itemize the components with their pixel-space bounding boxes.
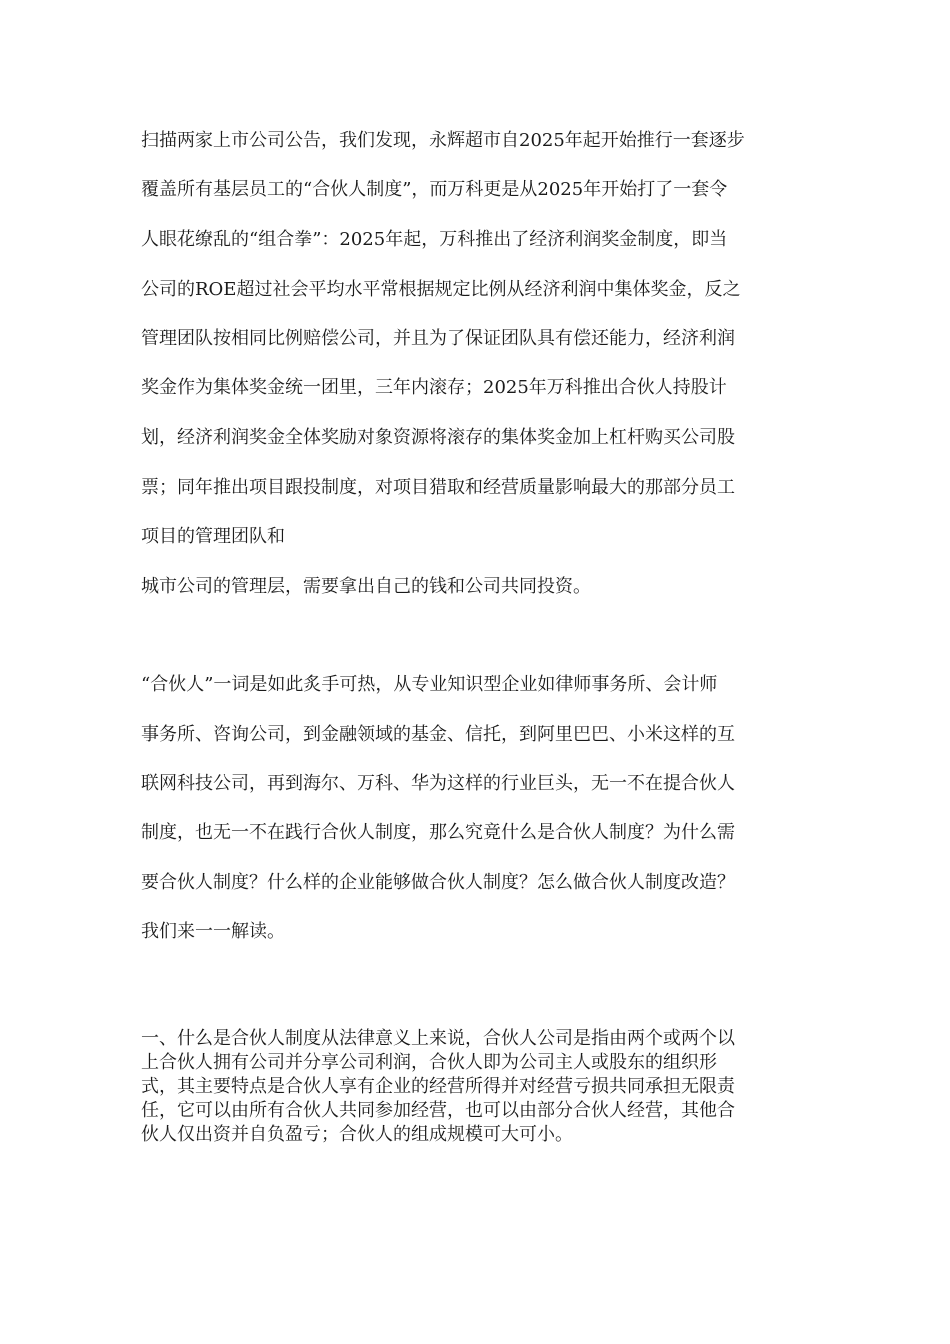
paragraph-2-line-4: 制度，也无一不在践行合伙人制度，那么究竟什么是合伙人制度？为什么需 (141, 822, 735, 843)
paragraph-1-line-6: 奖金作为集体奖金统一团里，三年内滚存；2025年万科推出合伙人持股计 (141, 377, 727, 398)
paragraph-3-line-5: 伙人仅出资并自负盈亏；合伙人的组成规模可大可小。 (141, 1124, 573, 1145)
paragraph-1-line-8: 票；同年推出项目跟投制度，对项目猎取和经营质量影响最大的那部分员工 (141, 477, 735, 498)
paragraph-1-line-2: 覆盖所有基层员工的“合伙人制度”，而万科更是从2025年开始打了一套令 (141, 179, 728, 200)
paragraph-1-continuation: 城市公司的管理层，需要拿出自己的钱和公司共同投资。 (141, 576, 591, 597)
paragraph-2-line-3: 联网科技公司，再到海尔、万科、华为这样的行业巨头，无一不在提合伙人 (141, 773, 735, 794)
paragraph-3-line-4: 任，它可以由所有合伙人共同参加经营，也可以由部分合伙人经营，其他合 (141, 1100, 735, 1121)
paragraph-1-line-3: 人眼花缭乱的“组合拳”：2025年起，万科推出了经济利润奖金制度，即当 (141, 229, 728, 250)
paragraph-2-line-5: 要合伙人制度？什么样的企业能够做合伙人制度？怎么做合伙人制度改造？ (141, 872, 735, 893)
paragraph-3-line-1: 一、什么是合伙人制度从法律意义上来说，合伙人公司是指由两个或两个以 (141, 1028, 735, 1049)
paragraph-2-line-1: “合伙人”一词是如此炙手可热，从专业知识型企业如律师事务所、会计师 (141, 674, 718, 695)
paragraph-3-line-3: 式，其主要特点是合伙人享有企业的经营所得并对经营亏损共同承担无限责 (141, 1076, 735, 1097)
paragraph-1-line-9: 项目的管理团队和 (141, 526, 285, 547)
paragraph-1-line-5: 管理团队按相同比例赔偿公司，并且为了保证团队具有偿还能力，经济利润 (141, 328, 735, 349)
paragraph-1-line-7: 划，经济利润奖金全体奖励对象资源将滚存的集体奖金加上杠杆购买公司股 (141, 427, 735, 448)
paragraph-2-line-2: 事务所、咨询公司，到金融领域的基金、信托，到阿里巴巴、小米这样的互 (141, 724, 735, 745)
paragraph-1-line-1: 扫描两家上市公司公告，我们发现，永辉超市自2025年起开始推行一套逐步 (141, 130, 745, 151)
paragraph-1-line-4: 公司的ROE超过社会平均水平常根据规定比例从经济利润中集体奖金，反之 (141, 279, 741, 300)
paragraph-2-line-6: 我们来一一解读。 (141, 921, 285, 942)
paragraph-3-line-2: 上合伙人拥有公司并分享公司利润，合伙人即为公司主人或股东的组织形 (141, 1052, 717, 1073)
